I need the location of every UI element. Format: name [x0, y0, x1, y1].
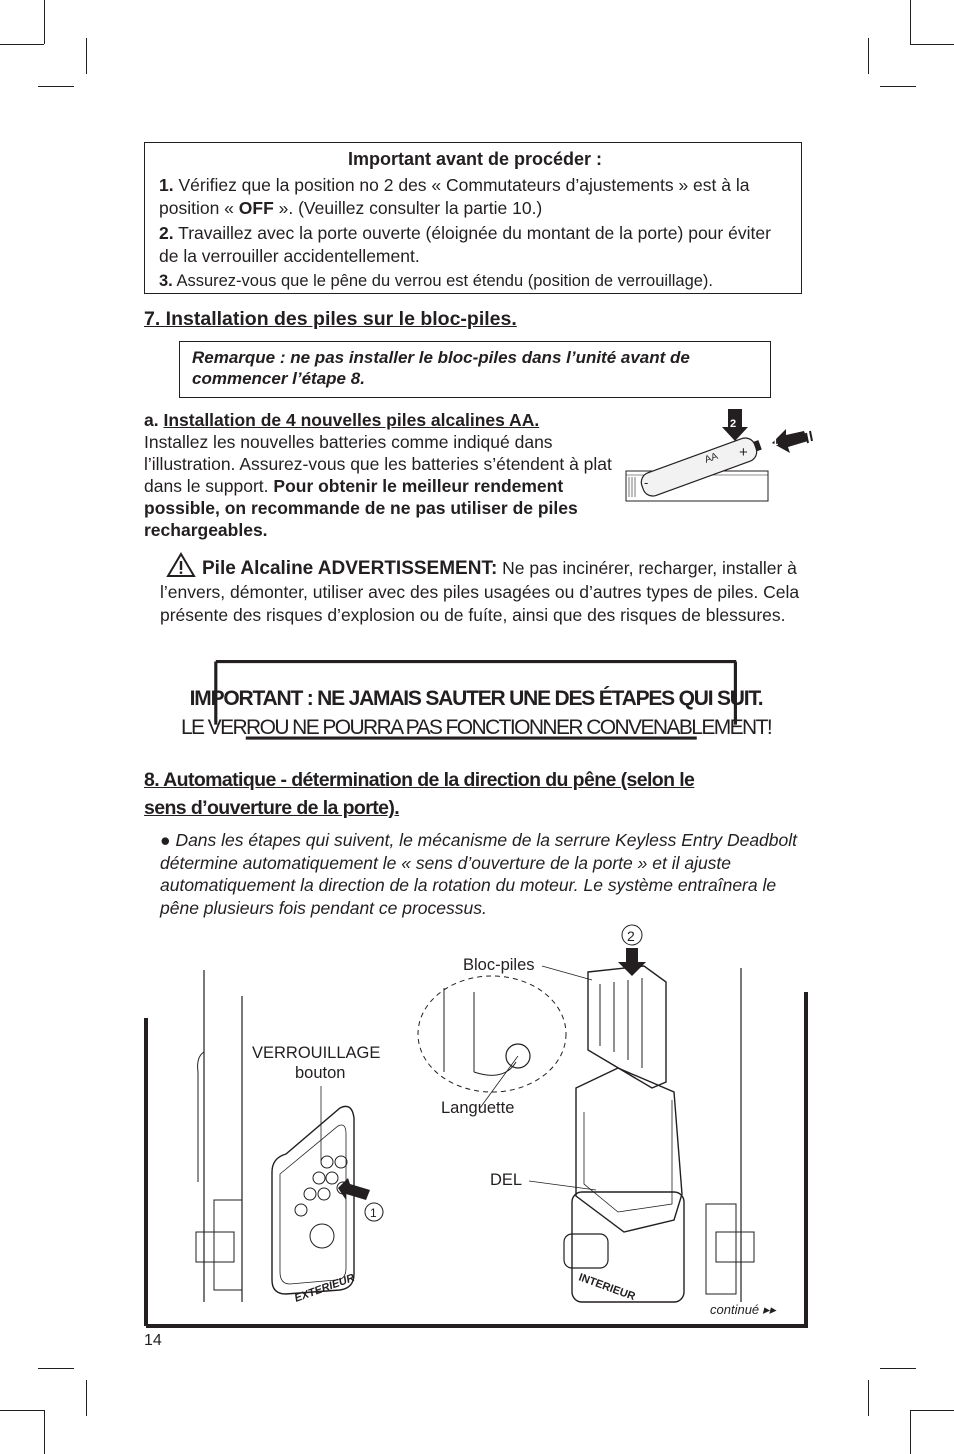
warning-text: Ne pas incinérer, recharger, installer à l’envers, démonter, utiliser avec des piles usagées ou d’autres types de piles. Cela présente des risques d’explosion ou de fuíte, ainsi que des risques de blessures. — [160, 558, 800, 625]
crop-mark — [0, 1410, 44, 1411]
crop-mark — [0, 44, 44, 45]
svg-text:2: 2 — [627, 928, 635, 944]
important-title: Important avant de procéder : — [347, 149, 603, 169]
crop-mark — [910, 44, 954, 45]
battery-plus: + — [739, 444, 748, 461]
battery-pack-label: Bloc-piles — [463, 956, 535, 974]
fast-forward-icon: ▸▸ — [762, 1302, 776, 1317]
section-7a-paragraph: a. Installation de 4 nouvelles piles alcalines AA. Installez les nouvelles batteries comme indiqué dans l’illustration. Assurez-vous que les batteries s’étendent à plat dans le support. Pour obtenir le meilleur rendement possible, on recommande de ne pas utiliser de piles rechargeables. — [144, 410, 612, 540]
banner-line-1: IMPORTANT : NE JAMAIS SAUTER UNE DES ÉTAPES QUI SUIT. — [189, 687, 763, 710]
note-box: Remarque : ne pas installer le bloc-piles dans l’unité avant de commencer l’étape 8. — [179, 341, 771, 398]
svg-text:1: 1 — [772, 436, 779, 448]
section-8-title: 8. Automatique - détermination de la direction du pêne (selon le sens d’ouverture de la porte). — [144, 769, 695, 819]
warning-heading: Pile Alcaline ADVERTISSEMENT: — [202, 558, 498, 579]
banner-line-2: LE VERROU NE POURRA PAS FONCTIONNER CONVENABLEMENT! — [180, 716, 772, 739]
important-item-2: 2. Travaillez avec la porte ouverte (éloignée du montant de la porte) pour éviter de la verrouiller accidentellement. — [159, 223, 771, 266]
arrow-down-icon — [618, 948, 646, 976]
crop-mark — [86, 1380, 87, 1416]
svg-text:1: 1 — [370, 1206, 377, 1220]
battery-minus: - — [644, 475, 649, 490]
crop-mark — [880, 86, 916, 87]
crop-mark — [86, 38, 87, 74]
crop-mark — [868, 38, 869, 74]
crop-mark — [44, 1410, 45, 1454]
crop-mark — [38, 1368, 74, 1369]
lock-installation-figure — [144, 922, 810, 1330]
crop-mark — [910, 0, 911, 44]
important-box — [144, 142, 802, 294]
led-label: DEL — [490, 1171, 523, 1189]
page-number: 14 — [144, 1332, 162, 1349]
interior-label: INTERIEUR — [576, 1271, 637, 1304]
crop-mark — [910, 1410, 911, 1454]
important-item-3: 3. Assurez-vous que le pêne du verrou est étendu (position de verrouillage). — [159, 272, 714, 290]
battery-label: AA — [703, 450, 720, 466]
lock-button-label: VERROUILLAGE — [252, 1044, 381, 1062]
section-8-bullet: ● Dans les étapes qui suivent, le mécanisme de la serrure Keyless Entry Deadbolt détermine automatiquement le « sens d’ouverture de la porte » et il ajuste automatiquement la direction de la rotation du moteur. Le système entraînera le pêne plusieurs fois pendant ce processus. — [160, 830, 797, 918]
battery-illustration — [624, 405, 816, 505]
important-item-1: 1. Vérifiez que la position no 2 des « Commutateurs d’ajustements » est à la position « OFF ». (Veuillez consulter la partie 10.) — [159, 175, 750, 218]
section-7-title: 7. Installation des piles sur le bloc-piles. — [144, 308, 517, 330]
continued-label: continué ▸▸ — [710, 1302, 776, 1317]
section-7a-title: Installation de 4 nouvelles piles alcalines AA. — [163, 410, 540, 430]
crop-mark — [38, 86, 74, 87]
lock-button-sublabel: bouton — [295, 1064, 346, 1082]
battery-warning — [160, 552, 800, 628]
svg-text:2: 2 — [730, 418, 737, 430]
tab-label: Languette — [441, 1099, 515, 1117]
exterior-label: EXTERIEUR — [292, 1272, 357, 1305]
important-banner — [144, 684, 808, 742]
crop-mark — [44, 0, 45, 44]
crop-mark — [868, 1380, 869, 1416]
crop-mark — [910, 1410, 954, 1411]
crop-mark — [880, 1368, 916, 1369]
warning-icon — [166, 552, 196, 578]
